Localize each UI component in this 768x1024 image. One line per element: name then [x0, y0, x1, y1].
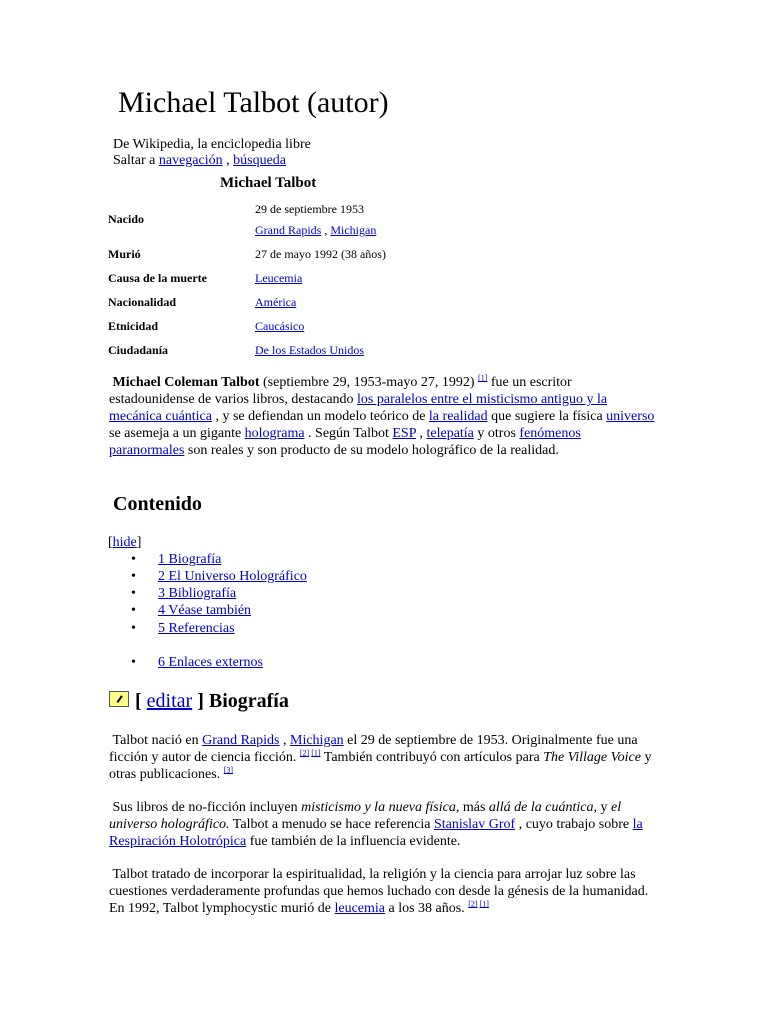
- america-link[interactable]: América: [255, 295, 297, 309]
- ref-link[interactable]: [2]: [299, 748, 310, 758]
- bio-text: Talbot a menudo se hace referencia: [229, 817, 434, 832]
- bullet-icon: •: [131, 552, 136, 567]
- bio-text: Sus libros de no-ficción incluyen: [112, 800, 302, 815]
- grof-link[interactable]: Stanislav Grof: [433, 817, 516, 832]
- toc-link[interactable]: 4 Véase también: [158, 603, 252, 618]
- edit-icon[interactable]: [109, 691, 129, 707]
- search-link[interactable]: búsqueda: [233, 153, 287, 168]
- book-title: misticismo y la nueva física,: [301, 800, 460, 815]
- infobox-born-date: 29 de septiembre 1953: [255, 202, 364, 216]
- intro-text: (septiembre 29, 1953-mayo 27, 1992): [259, 375, 479, 390]
- ref-link[interactable]: [2]: [468, 899, 478, 909]
- grand-rapids-link[interactable]: Grand Rapids: [202, 733, 280, 748]
- esp-link[interactable]: ESP: [392, 426, 416, 441]
- leucemia-link[interactable]: leucemia: [334, 901, 385, 916]
- universo-link[interactable]: universo: [606, 409, 655, 424]
- holotropica-link[interactable]: la Respiración Holotrópica: [109, 817, 643, 849]
- telepatia-link[interactable]: telepatía: [426, 426, 474, 441]
- bio-paragraph-2: [109, 799, 659, 850]
- toc-item-biografia: [131, 552, 221, 568]
- edit-link[interactable]: editar: [146, 690, 193, 712]
- page-title: Michael Talbot (autor): [118, 86, 389, 119]
- toc-item-referencias: [131, 621, 235, 637]
- biografia-heading-text: ] Biografía: [192, 690, 289, 712]
- biografia-heading: [109, 690, 289, 713]
- intro-text: se asemeja a un gigante: [109, 426, 245, 441]
- bio-text: fue también de la influencia evidente.: [246, 834, 461, 849]
- infobox-label-nationality: Nacionalidad: [108, 295, 177, 309]
- toc-item-enlaces: [131, 655, 263, 671]
- ref-link[interactable]: [1]: [478, 373, 488, 383]
- leucemia-link[interactable]: Leucemia: [255, 271, 303, 285]
- bio-text: más: [459, 800, 489, 815]
- bullet-icon: •: [131, 569, 136, 584]
- caucasico-link[interactable]: Caucásico: [255, 319, 305, 333]
- intro-text: y otros: [473, 426, 520, 441]
- bio-text: Talbot nació en: [112, 733, 203, 748]
- intro-text: son reales y son producto de su modelo holográfico de la realidad.: [184, 443, 559, 458]
- bio-text: y: [597, 800, 611, 815]
- infobox-label-died: Murió: [108, 247, 141, 261]
- paranormales-link[interactable]: fenómenos paranormales: [109, 426, 581, 458]
- holograma-link[interactable]: holograma: [244, 426, 305, 441]
- bullet-icon: •: [131, 603, 136, 618]
- site-subtitle: De Wikipedia, la enciclopedia libre: [113, 137, 311, 152]
- intro-text: que sugiere la física: [487, 409, 607, 424]
- bullet-icon: •: [131, 655, 136, 670]
- jump-sep: ,: [222, 153, 234, 168]
- intro-name: Michael Coleman Talbot: [112, 375, 260, 390]
- bio-paragraph-1: [109, 732, 659, 783]
- toc-item-vease: [131, 603, 251, 619]
- bio-paragraph-3: [109, 866, 659, 917]
- toc-link[interactable]: 5 Referencias: [158, 621, 235, 636]
- bio-text: ,: [279, 733, 290, 748]
- infobox-label-born: Nacido: [108, 212, 144, 226]
- infobox-born-sep: ,: [321, 223, 331, 237]
- navigation-link[interactable]: navegación: [158, 153, 223, 168]
- estados-unidos-link[interactable]: De los Estados Unidos: [255, 343, 364, 357]
- intro-text: , y se defiendan un modelo teórico de: [211, 409, 429, 424]
- michigan-link[interactable]: Michigan: [330, 223, 377, 237]
- intro-paragraph: [109, 374, 659, 459]
- bracket: [: [108, 535, 113, 550]
- toc-item-bibliografia: [131, 586, 236, 602]
- intro-text: ,: [415, 426, 427, 441]
- toc-item-universo: [131, 569, 307, 585]
- realidad-link[interactable]: la realidad: [428, 409, 488, 424]
- contents-heading: Contenido: [113, 493, 202, 515]
- book-title: allá de la cuántica,: [488, 800, 597, 815]
- jump-links: [113, 153, 286, 169]
- grand-rapids-link[interactable]: Grand Rapids: [255, 223, 322, 237]
- village-voice-title: The Village Voice: [543, 750, 641, 765]
- infobox-died-value: 27 de mayo 1992 (38 años): [255, 247, 386, 261]
- infobox-born-place: [255, 223, 376, 238]
- hide-link[interactable]: hide: [112, 535, 137, 550]
- ref-link[interactable]: [1]: [479, 899, 489, 909]
- jump-prefix: Saltar a: [113, 153, 159, 168]
- book-title: el universo holográfico.: [109, 800, 622, 832]
- bio-text: a los 38 años.: [385, 901, 469, 916]
- ref-link[interactable]: [1]: [311, 748, 321, 758]
- toc-hide-toggle: [108, 535, 141, 551]
- intro-text: fue un escritor estadounidense de varios libros, destacando: [109, 375, 572, 407]
- bio-text: y otras publicaciones.: [109, 750, 652, 782]
- bracket: [: [135, 690, 147, 712]
- infobox-label-ethnicity: Etnicidad: [108, 319, 159, 333]
- ref-link[interactable]: [3]: [223, 765, 234, 775]
- infobox-label-citizenship: Ciudadanía: [108, 343, 169, 357]
- bio-text: También contribuyó con artículos para: [320, 750, 544, 765]
- intro-text: . Según Talbot: [304, 426, 393, 441]
- bio-text: el 29 de septiembre de 1953. Originalmente fue una ficción y autor de ciencia ficción.: [109, 733, 638, 765]
- bullet-icon: •: [131, 621, 136, 636]
- infobox-label-cause: Causa de la muerte: [108, 271, 207, 285]
- michigan-link[interactable]: Michigan: [290, 733, 344, 748]
- infobox-caption: Michael Talbot: [220, 175, 317, 191]
- toc-link[interactable]: 2 El Universo Holográfico: [158, 569, 307, 584]
- bracket: ]: [136, 535, 142, 550]
- bio-text: Talbot tratado de incorporar la espiritualidad, la religión y la ciencia para arrojar luz sobre las cuestiones verdaderamente profundas que hemos luchado con desde la génesis de la humanidad. En 1992, Talbot lymphocystic murió de: [109, 867, 649, 916]
- toc-link[interactable]: 1 Biografía: [158, 552, 222, 567]
- bio-text: , cuyo trabajo sobre: [515, 817, 633, 832]
- bullet-icon: •: [131, 586, 136, 601]
- misticismo-link[interactable]: los paralelos entre el misticismo antiguo y la mecánica cuántica: [109, 392, 608, 424]
- toc-link[interactable]: 6 Enlaces externos: [158, 655, 263, 670]
- toc-link[interactable]: 3 Bibliografía: [158, 586, 237, 601]
